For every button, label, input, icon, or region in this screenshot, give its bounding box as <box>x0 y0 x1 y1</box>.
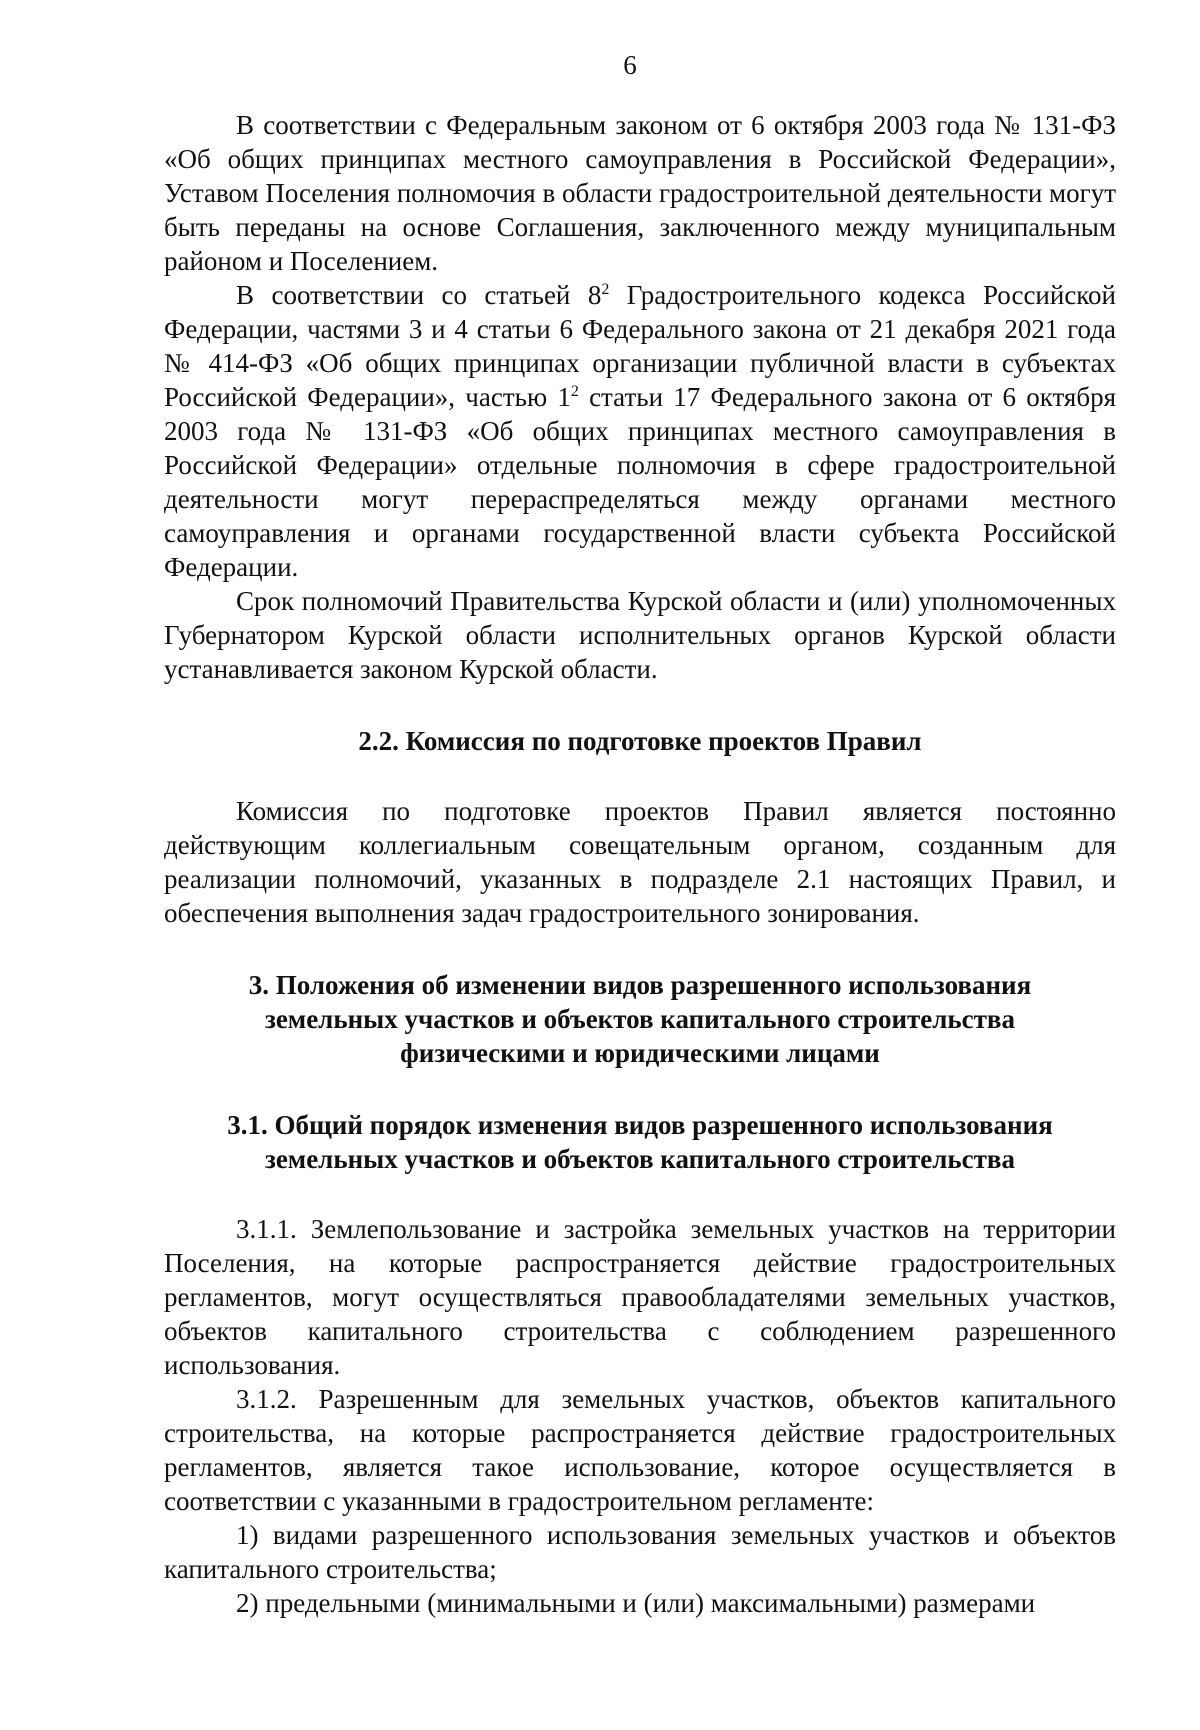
paragraph-item-1: 1) видами разрешенного использования земельных участков и объектов капитального строительства; <box>164 1520 1116 1584</box>
text-fragment: В соответствии со статьей 8 <box>236 280 602 310</box>
paragraph-term-of-office: Срок полномочий Правительства Курской области и (или) уполномоченных Губернатором Курской области исполнительных органов Курской области устанавливается законом Курской области. <box>164 586 1116 684</box>
page-number: 6 <box>623 50 637 80</box>
paragraph-3-1-1: 3.1.1. Землепользование и застройка земельных участков на территории Поселения, на которые распространяется действие градостроительных регламентов, могут осуществляться правообладателями земельных участков, объектов капитального строительства с соблюдением разрешенного использования. <box>164 1214 1116 1380</box>
paragraph-commission: Комиссия по подготовке проектов Правил является постоянно действующим коллегиальным совещательным органом, созданным для реализации полномочий, указанных в подразделе 2.1 настоящих Правил, и обеспечения выполнения задач градостроительного зонирования. <box>164 796 1116 928</box>
heading-3-line-3: физическими и юридическими лицами <box>400 1038 880 1068</box>
paragraph-federal-law: В соответствии с Федеральным законом от 6 октября 2003 года № 131-ФЗ «Об общих принципах местного самоуправления в Российской Федерации», Уставом Поселения полномочия в области градостроительной деятельности могут быть переданы на основе Соглашения, заключенного между муниципальным районом и Поселением. <box>164 110 1116 276</box>
heading-3-1-line-1: 3.1. Общий порядок изменения видов разрешенного использования <box>227 1110 1053 1140</box>
heading-3-line-1: 3. Положения об изменении видов разрешенного использования <box>248 970 1032 1000</box>
text-fragment: статьи 17 Федерального закона от 6 октября 2003 года № 131-ФЗ «Об общих принципах местного самоуправления в Российской Федерации» отдельные полномочия в сфере градостроительной деятельности могут перераспределяться между органами местного самоуправления и органами государственной власти субъекта Российской Федерации. <box>164 382 1116 582</box>
heading-3-1 <box>164 1108 1116 1176</box>
heading-3-1-line-2: земельных участков и объектов капитального строительства <box>264 1144 1016 1174</box>
paragraph-item-2: 2) предельными (минимальными и (или) максимальными) размерами <box>236 1588 1036 1618</box>
text-fragment: Градостроительного кодекса Российской Федерации, частями 3 и 4 статьи 6 Федерального закона от 21 декабря 2021 года № 414-ФЗ «Об общих принципах организации публичной власти в субъектах Российской Федерации», частью 1 <box>164 280 1117 412</box>
superscript: 2 <box>601 281 610 298</box>
heading-2-2: 2.2. Комиссия по подготовке проектов Правил <box>358 726 922 756</box>
document-body <box>164 108 1116 1620</box>
heading-3 <box>164 968 1116 1070</box>
paragraph-urban-code <box>164 278 1116 584</box>
paragraph-3-1-2: 3.1.2. Разрешенным для земельных участков, объектов капитального строительства, на которые распространяется действие градостроительных регламентов, является такое использование, которое осуществляется в соответствии с указанными в градостроительном регламенте: <box>164 1384 1116 1516</box>
superscript: 2 <box>570 383 579 400</box>
heading-3-line-2: земельных участков и объектов капитального строительства <box>264 1004 1016 1034</box>
